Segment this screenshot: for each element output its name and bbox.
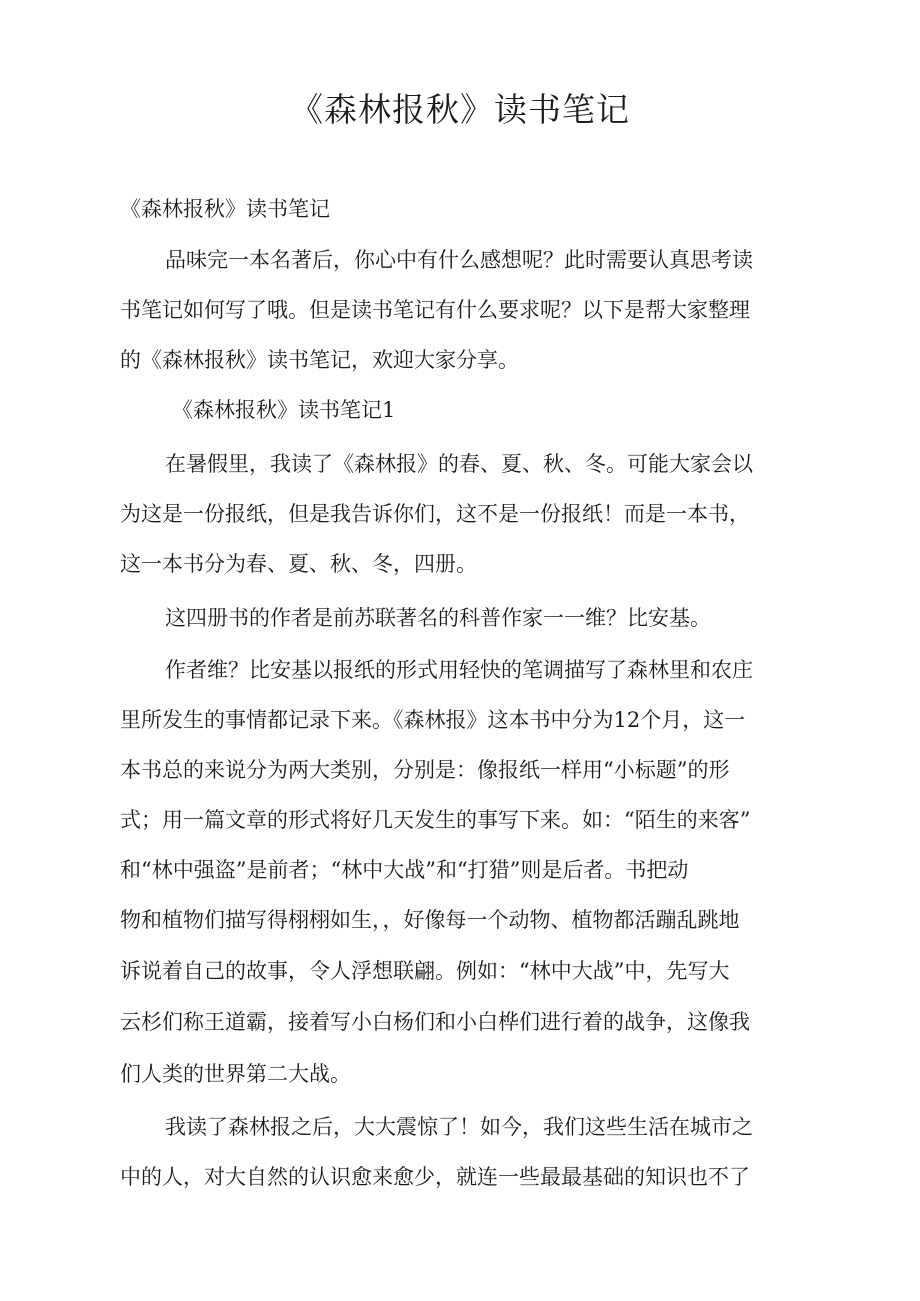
paragraph-line: 物和植物们描写得栩栩如生，，好像每一个动物、植物都活蹦乱跳地 xyxy=(120,908,740,932)
paragraph-line: 中的人，对大自然的认识愈来愈少，就连一些最最基础的知识也不了 xyxy=(120,1165,750,1189)
section-heading: 《森林报秋》读书笔记1 xyxy=(172,398,396,422)
paragraph-line: 和“林中强盗”是前者；“林中大战”和“打猎”则是后者。书把动 xyxy=(120,858,689,882)
paragraph-line: 品味完一本名著后，你心中有什么感想呢？此时需要认真思考读 xyxy=(165,248,753,272)
paragraph-line: 本书总的来说分为两大类别，分别是：像报纸一样用“小标题”的形 xyxy=(120,758,730,782)
paragraph-line: 诉说着自己的故事，令人浮想联翩。例如：“林中大战”中，先写大 xyxy=(120,959,730,983)
paragraph-line: 云杉们称王道霸，接着写小白杨们和小白桦们进行着的战争，这像我 xyxy=(120,1010,750,1034)
paragraph-line: 为这是一份报纸，但是我告诉你们，这不是一份报纸！而是一本书， xyxy=(120,502,750,526)
paragraph-line: 这一本书分为春、夏、秋、冬，四册。 xyxy=(120,552,477,576)
paragraph-line: 我读了森林报之后，大大震惊了！如今，我们这些生活在城市之 xyxy=(165,1115,753,1139)
paragraph-line: 在暑假里，我读了《森林报》的春、夏、秋、冬。可能大家会以 xyxy=(165,452,753,476)
document-title: 《森林报秋》读书笔记 xyxy=(290,90,630,129)
paragraph-line: 里所发生的事情都记录下来。《森林报》这本书中分为12个月，这一 xyxy=(120,708,746,732)
paragraph-line: 式；用一篇文章的形式将好几天发生的事写下来。如：“陌生的来客” xyxy=(120,808,751,832)
paragraph-line: 书笔记如何写了哦。但是读书笔记有什么要求呢？以下是帮大家整理 xyxy=(120,298,750,322)
paragraph-line: 的《森林报秋》读书笔记，欢迎大家分享。 xyxy=(120,348,519,372)
paragraph-line: 作者维？比安基以报纸的形式用轻快的笔调描写了森林里和农庄 xyxy=(165,658,753,682)
document-subtitle: 《森林报秋》读书笔记 xyxy=(120,197,330,221)
paragraph-line: 们人类的世界第二大战。 xyxy=(120,1062,351,1086)
paragraph-line: 这四册书的作者是前苏联著名的科普作家一一维？比安基。 xyxy=(165,606,711,630)
